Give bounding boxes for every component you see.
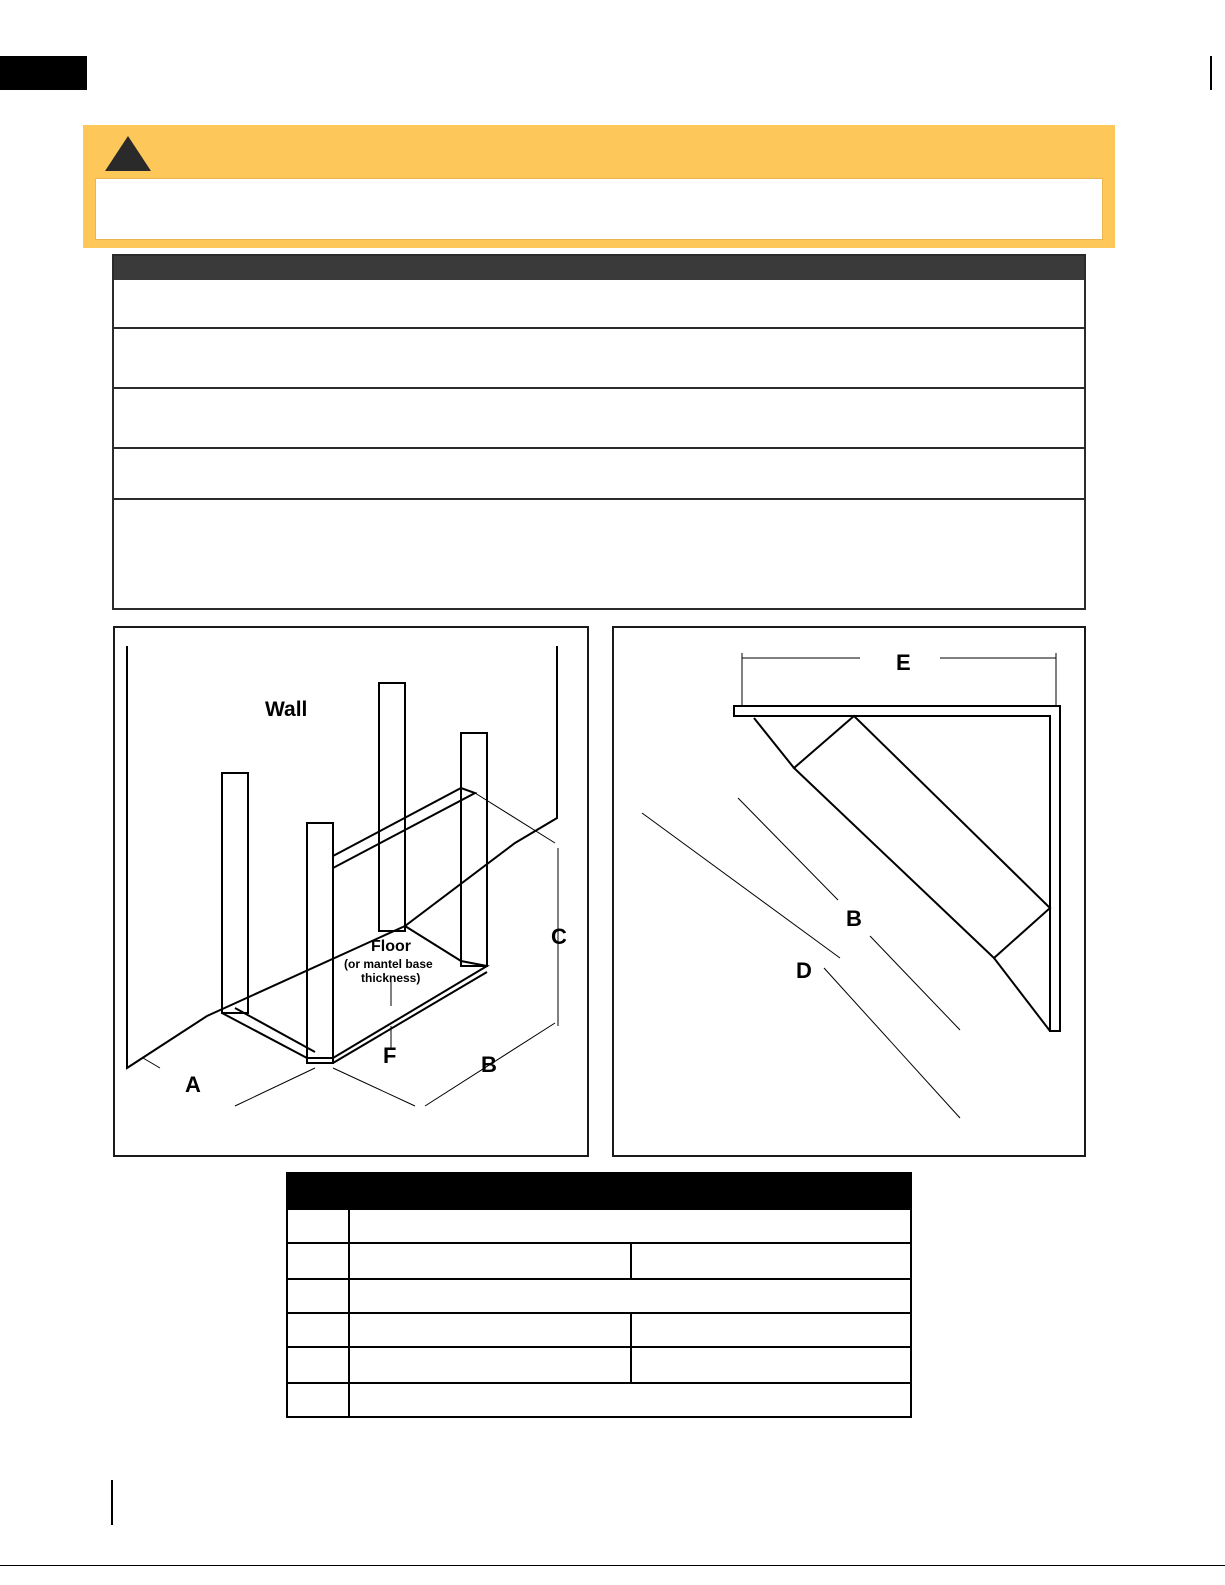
dimension-c-label: C [551, 924, 567, 949]
table-row [114, 449, 1084, 500]
dimension-d-label: D [796, 958, 812, 983]
column-divider [630, 1244, 632, 1280]
footer-rule [111, 1480, 113, 1525]
corner-diagram [612, 626, 1086, 1157]
dim-line [143, 1058, 160, 1068]
unit-edge [994, 958, 1050, 1031]
framing-diagram [113, 626, 589, 1157]
dimension-b-label: B [481, 1052, 497, 1077]
dimension-b-label: B [846, 906, 862, 931]
dimension-e-label: E [896, 650, 911, 675]
floor-note-line2: thickness) [361, 971, 421, 985]
table-row [288, 1312, 910, 1314]
table-row [114, 389, 1084, 449]
header-rule [1210, 56, 1212, 90]
table-header [114, 256, 1084, 280]
dim-line [235, 1068, 315, 1106]
dim-line [738, 798, 838, 900]
wall-outline [127, 646, 557, 1068]
dim-line [333, 1068, 415, 1106]
unit-edge [754, 718, 794, 768]
stud [307, 823, 333, 1063]
stud [461, 733, 487, 966]
wall-label: Wall [265, 698, 308, 721]
dim-line [824, 968, 960, 1118]
floor-label: Floor [371, 938, 411, 955]
dim-line [642, 813, 840, 958]
warning-body [95, 178, 1103, 240]
table-row [114, 329, 1084, 389]
column-divider [630, 1314, 632, 1384]
dimension-a-label: A [185, 1072, 201, 1097]
table-header [288, 1174, 910, 1210]
fireplace-unit [794, 716, 1050, 958]
dim-line [870, 936, 960, 1030]
warning-box [83, 125, 1115, 248]
table-row [288, 1242, 910, 1244]
warning-triangle-icon [105, 136, 151, 171]
table-row [288, 1278, 910, 1280]
stud [222, 773, 248, 1013]
floor-note-line1: (or mantel base [344, 957, 433, 971]
table-row [288, 1382, 910, 1384]
section-tab [0, 56, 87, 90]
table-row [288, 1346, 910, 1348]
stud [379, 683, 405, 931]
dimension-f-label: F [383, 1043, 397, 1068]
dimensions-table [286, 1172, 912, 1418]
framing-specs-table [112, 254, 1086, 610]
page-bottom-rule [0, 1565, 1225, 1566]
table-row [114, 280, 1084, 329]
